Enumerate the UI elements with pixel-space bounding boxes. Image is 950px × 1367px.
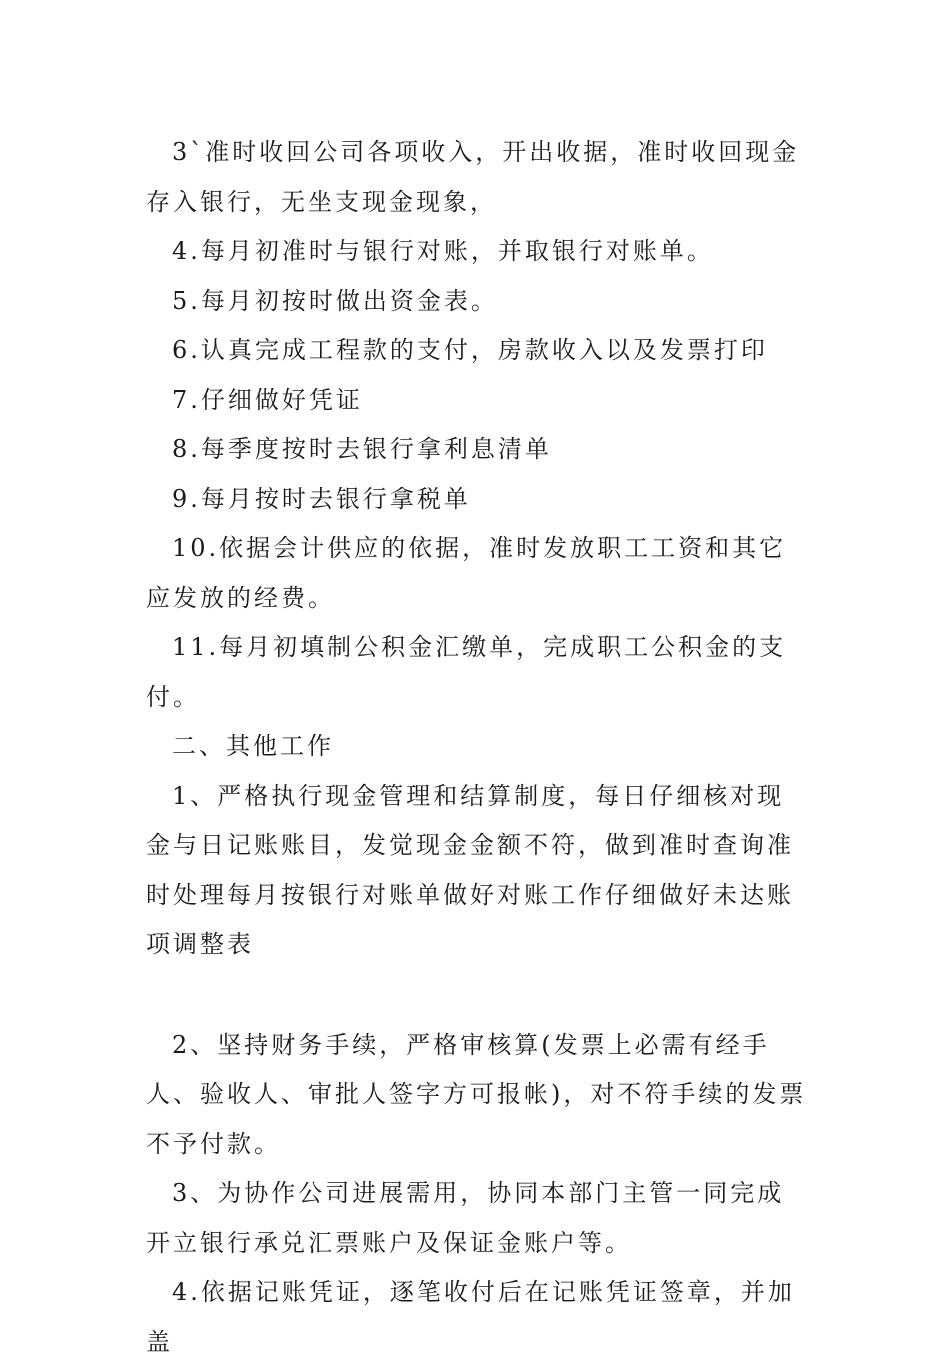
paragraph-item-11: 11.每月初填制公积金汇缴单，完成职工公积金的支付。 [146,633,787,711]
paragraph-other-4: 4.依据记账凭证，逐笔收付后在记账凭证签章，并加盖 [146,1278,795,1356]
paragraph-item-4: 4.每月初准时与银行对账，并取银行对账单。 [172,237,714,265]
paragraph-item-7: 7.仔细做好凭证 [172,385,363,414]
paragraph-item-8: 8.每季度按时去银行拿利息清单 [172,435,552,463]
paragraph-other-2: 2、坚持财务手续，严格审核算(发票上必需有经手人、验收人、审批人签字方可报帐)，对不符手续的发票不予付款。 [146,1030,807,1158]
paragraph-other-3: 3、为协作公司进展需用，协同本部门主管一同完成开立银行承兑汇票账户及保证金账户等。 [146,1179,785,1257]
paragraph-item-9: 9.每月按时去银行拿税单 [172,484,471,513]
paragraph-item-5: 5.每月初按时做出资金表。 [172,286,498,315]
blank-line [146,970,810,1021]
document-body [146,128,810,1367]
paragraph-item-10: 10.依据会计供应的依据，准时发放职工工资和其它应发放的经费。 [146,534,787,612]
paragraph-item-6: 6.认真完成工程款的支付，房款收入以及发票打印 [172,336,768,364]
section-heading-other-work: 二、其他工作 [172,732,334,760]
paragraph-item-3: 3`准时收回公司各项收入，开出收据，准时收回现金存入银行，无坐支现金现象， [146,138,800,216]
paragraph-other-1: 1、严格执行现金管理和结算制度，每日仔细核对现金与日记账账目，发觉现金金额不符，做到准时查询准时处理每月按银行对账单做好对账工作仔细做好未达账项调整表 [146,781,794,958]
